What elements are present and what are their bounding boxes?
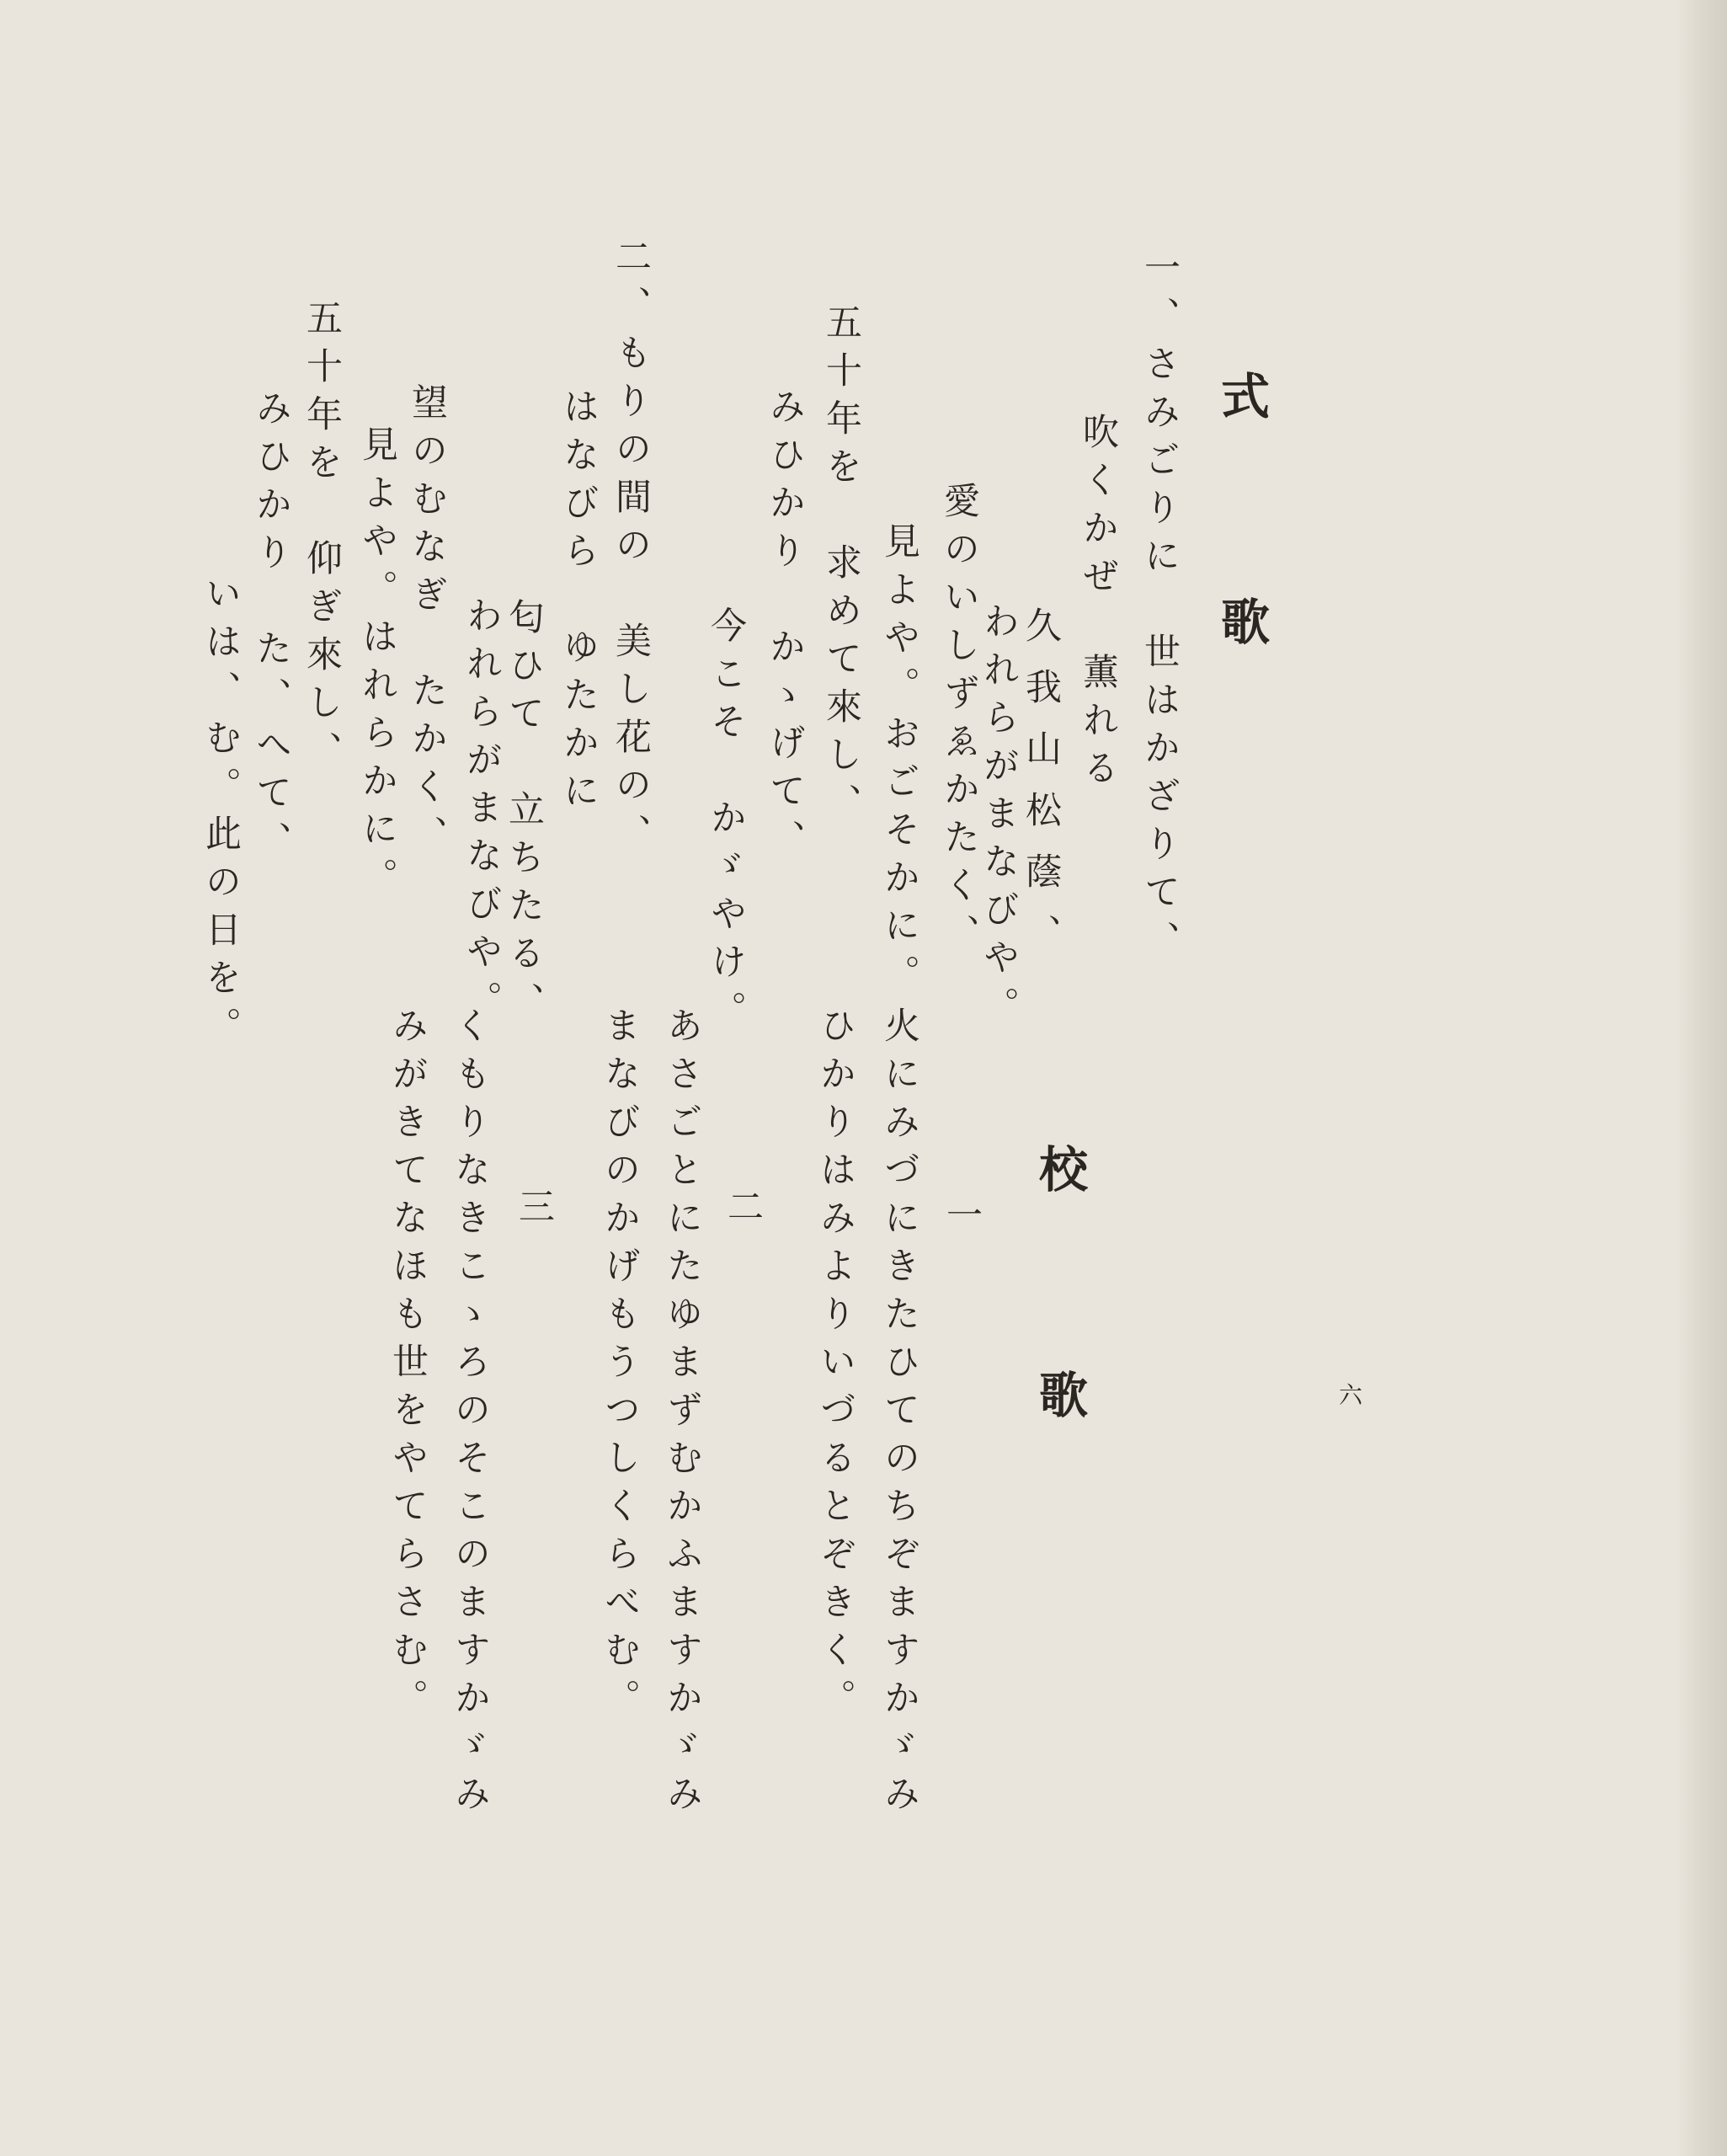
shiki-ka-line: はなびら ゆたかに [557, 387, 600, 819]
shiki-ka-line: 今こそ かゞやけ。 [705, 606, 747, 1038]
shiki-ka-line: われらがまなびや。 [461, 596, 503, 1028]
shiki-ka-line: 久我山松蔭、 [1020, 606, 1062, 975]
shiki-ka-line: いは、む。此の日を。 [200, 574, 242, 1054]
verse-line: あさごとにたゆまずむかふますかゞみ [661, 1006, 703, 1822]
shiki-ka-line: 一、さみごりに 世はかざりて、 [1138, 248, 1181, 969]
shiki-ka-line: 吹くかぜ 薫れる [1077, 413, 1119, 797]
verse-number: 三 [513, 1187, 555, 1235]
verse-line: 火にみづにきたひてのちぞますかゞみ [878, 1006, 920, 1822]
shiki-ka-line: みひかり た、へて、 [250, 389, 292, 869]
shiki-ka-line: 見よや。おごそかに。 [878, 522, 920, 1002]
shiki-ka-line: 匂ひて 立ちたる、 [503, 598, 545, 1030]
shiki-ka-title: 式歌 [1213, 371, 1270, 822]
page-number: 六 [1339, 1381, 1363, 1409]
kouka-title: 校歌 [1031, 1144, 1088, 1595]
shiki-ka-line: 五十年を 仰ぎ來し、 [301, 299, 343, 779]
page-edge [1676, 0, 1727, 2156]
shiki-ka-line: みひかり かゝげて、 [764, 387, 806, 867]
verse-line: くもりなきこゝろのそこのますかゞみ [449, 1006, 491, 1822]
verse-line: みがきてなほも世をやてらさむ。 [386, 1006, 429, 1726]
verse-number: 二 [722, 1187, 764, 1235]
verse-number: 一 [941, 1196, 983, 1244]
shiki-ka-line: 五十年を 求めて來し、 [820, 303, 862, 831]
shiki-ka-line: 愛のいしずゑかたく、 [938, 482, 980, 962]
verse-line: ひかりはみよりいづるとぞきく。 [814, 1006, 856, 1726]
shiki-ka-line: 見よや。はれらかに。 [356, 425, 398, 905]
shiki-ka-line: 二、もりの間の 美し花の、 [610, 237, 652, 862]
verse-line: まなびのかげもうつしくらべむ。 [599, 1006, 641, 1726]
shiki-ka-line: 望のむなぎ たかく、 [406, 383, 448, 863]
shiki-ka-line: われらがまなびや。 [978, 602, 1020, 1034]
